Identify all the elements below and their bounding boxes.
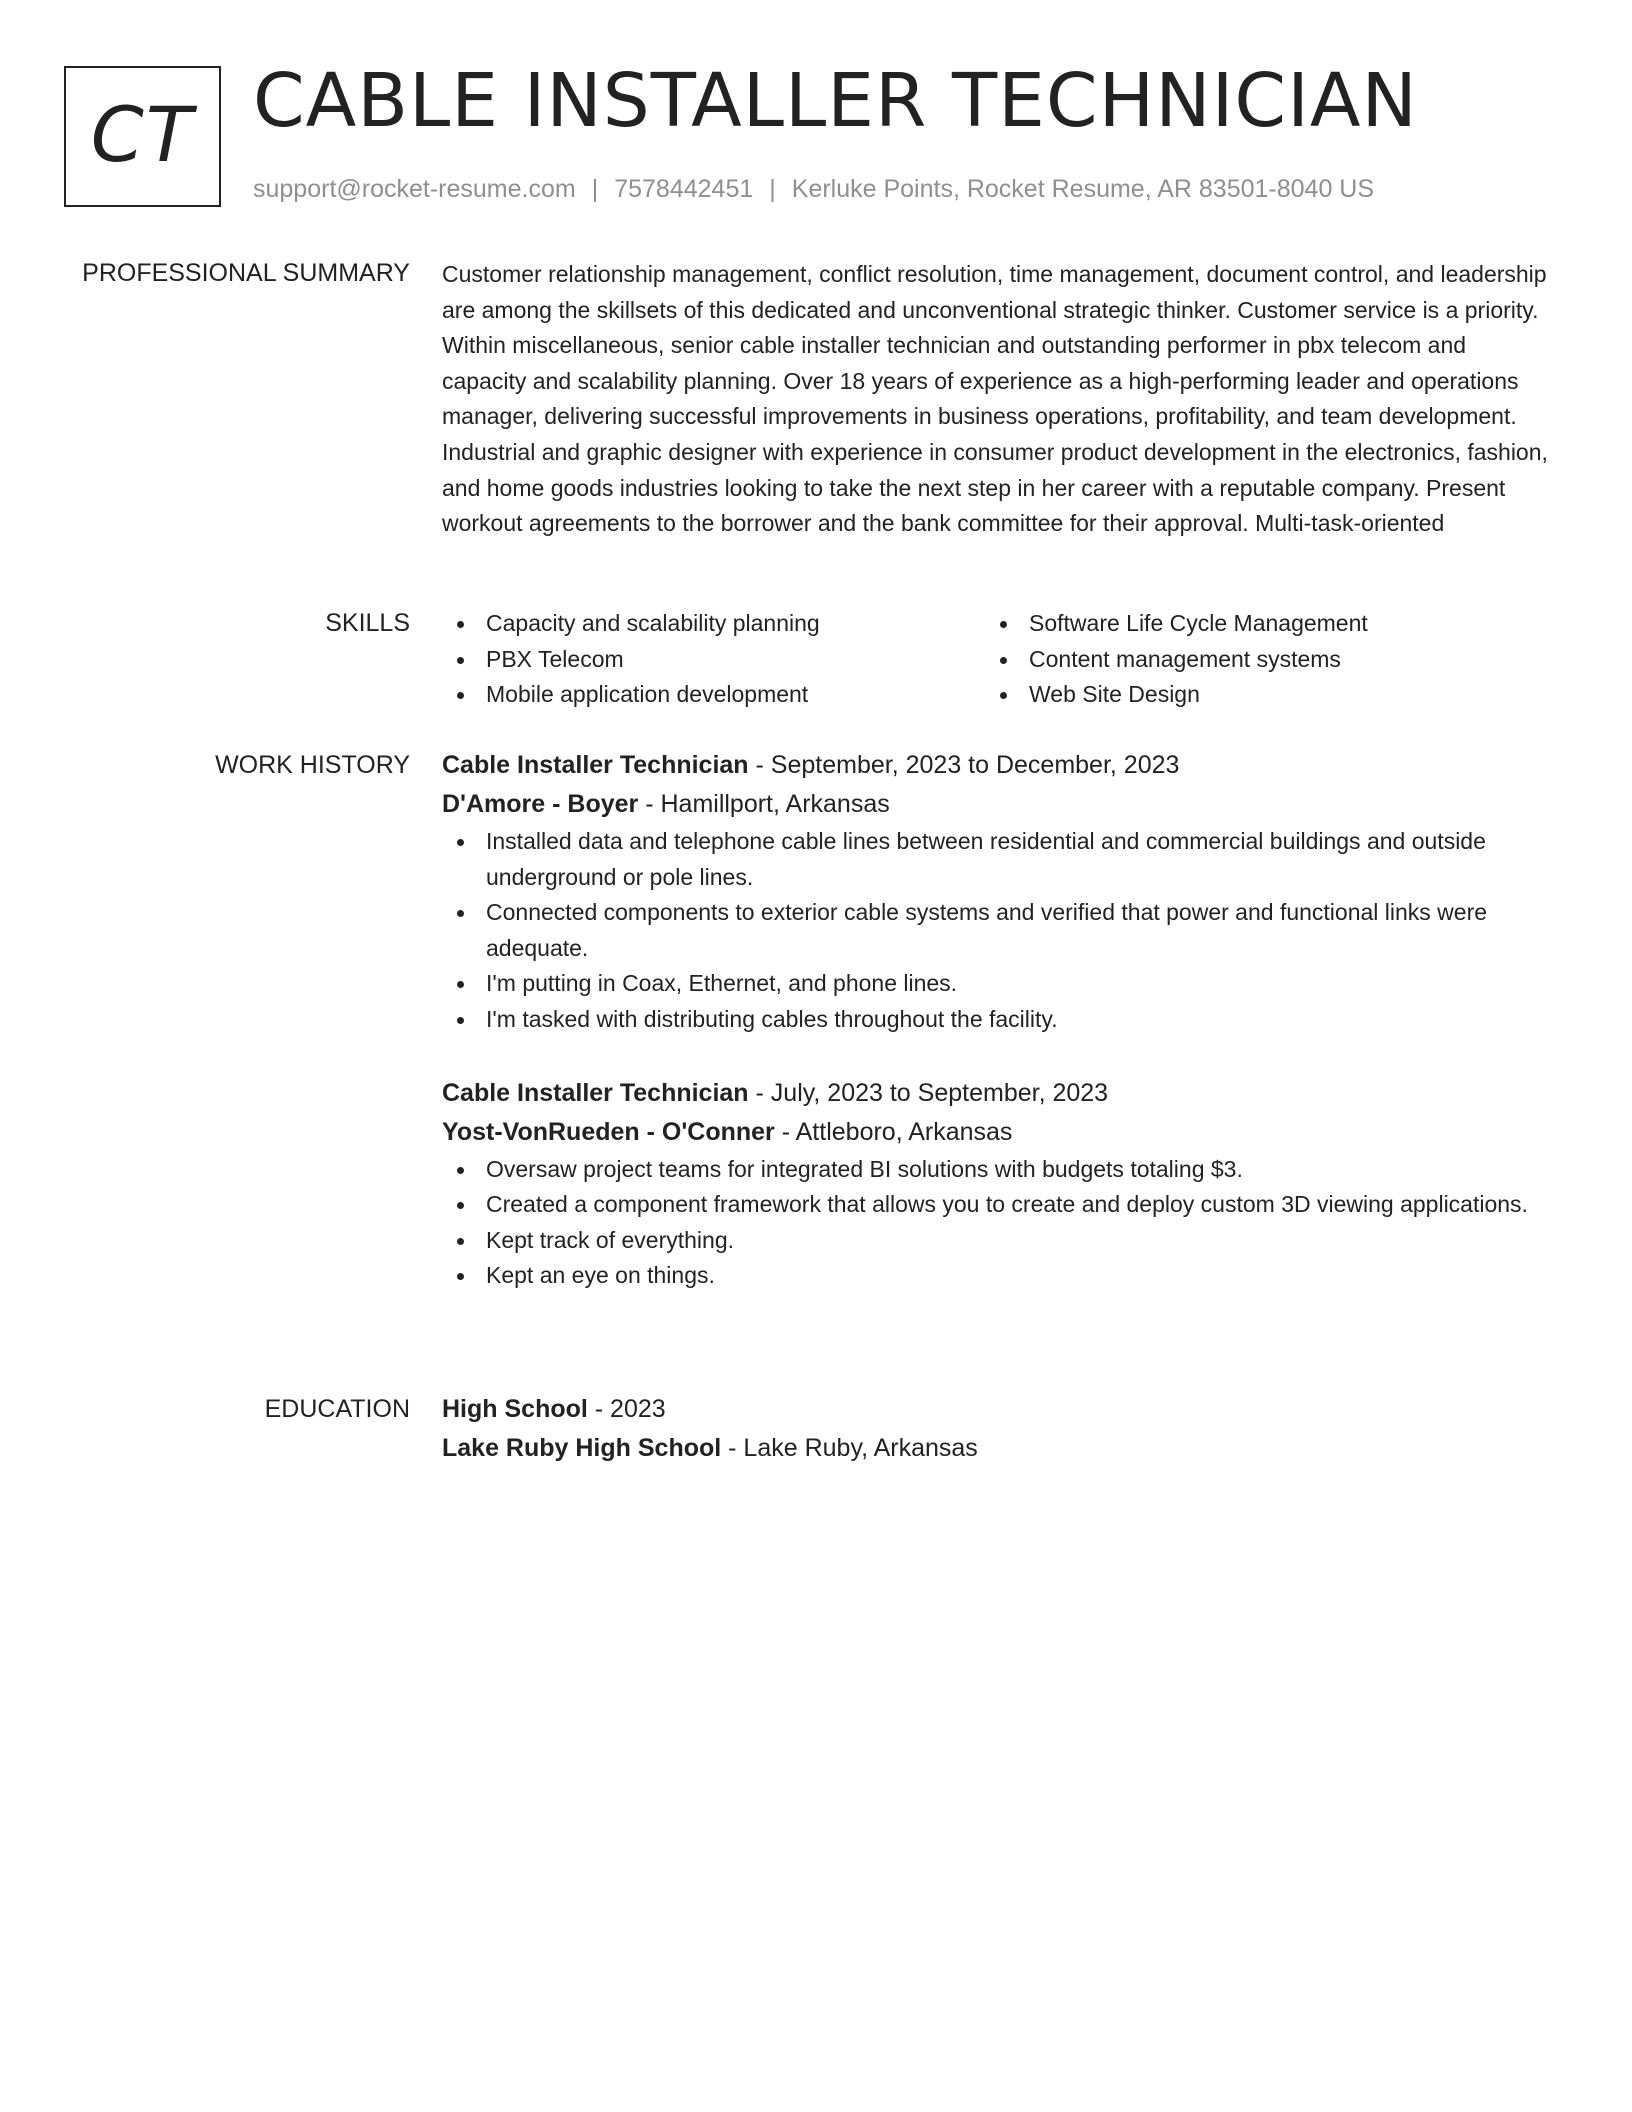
duty-item: Oversaw project teams for integrated BI solutions with budgets totaling $3. xyxy=(442,1152,1552,1188)
duty-item: I'm putting in Coax, Ethernet, and phone lines. xyxy=(442,966,1552,1002)
contact-address: Kerluke Points, Rocket Resume, AR 83501-8040 US xyxy=(791,175,1375,203)
duty-item: Kept an eye on things. xyxy=(442,1258,1552,1294)
job-title: Cable Installer Technician xyxy=(442,751,749,779)
job-company: D'Amore - Boyer xyxy=(442,790,639,818)
work-body xyxy=(442,746,1552,1294)
skills-list-left xyxy=(442,606,985,713)
initials-text: CT xyxy=(90,89,195,179)
skills-label: SKILLS xyxy=(325,609,410,637)
skills-body xyxy=(442,606,1552,713)
contact-separator: | xyxy=(769,175,776,203)
job-company-line xyxy=(442,1113,1552,1152)
education-location: - Lake Ruby, Arkansas xyxy=(721,1434,978,1462)
job-dates: - July, 2023 to September, 2023 xyxy=(748,1078,1109,1107)
work-label: WORK HISTORY xyxy=(215,751,410,779)
duty-item: I'm tasked with distributing cables throughout the facility. xyxy=(442,1002,1552,1038)
skill-item: Mobile application development xyxy=(442,677,985,713)
contact-separator: | xyxy=(591,175,599,203)
job-title: Cable Installer Technician xyxy=(442,1078,749,1107)
job-company: Yost-VonRueden - O'Conner xyxy=(442,1117,775,1146)
education-body xyxy=(442,1390,1552,1468)
skill-item: Web Site Design xyxy=(985,677,1528,713)
education-degree-line xyxy=(442,1390,1552,1429)
skills-grid xyxy=(442,606,1552,713)
education-label: EDUCATION xyxy=(264,1395,410,1423)
duty-item: Created a component framework that allows you to create and deploy custom 3D viewing applications. xyxy=(442,1187,1552,1223)
job-dates: - September, 2023 to December, 2023 xyxy=(748,751,1180,779)
duty-item: Kept track of everything. xyxy=(442,1223,1552,1259)
job-entry xyxy=(442,746,1552,1038)
job-location: - Hamillport, Arkansas xyxy=(638,790,890,818)
contact-email: support@rocket-resume.com xyxy=(253,175,576,203)
skill-item: PBX Telecom xyxy=(442,642,985,678)
contact-phone: 7578442451 xyxy=(614,175,754,203)
initials-monogram xyxy=(64,66,221,207)
skills-list-right xyxy=(985,606,1528,713)
job-location: - Attleboro, Arkansas xyxy=(774,1117,1013,1146)
duty-item: Installed data and telephone cable lines between residential and commercial buildings and outside underground or pole lines. xyxy=(442,824,1552,895)
job-entry xyxy=(442,1074,1552,1294)
summary-label: PROFESSIONAL SUMMARY xyxy=(82,259,410,287)
job-duties xyxy=(442,824,1552,1038)
skill-item: Content management systems xyxy=(985,642,1528,678)
job-duties xyxy=(442,1152,1552,1294)
skill-item: Capacity and scalability planning xyxy=(442,606,985,642)
education-degree: High School xyxy=(442,1395,588,1423)
contact-line xyxy=(253,172,1374,206)
job-title-line xyxy=(442,1074,1552,1113)
job-company-line xyxy=(442,785,1552,824)
education-school: Lake Ruby High School xyxy=(442,1434,722,1462)
summary-body xyxy=(442,257,1552,542)
duty-item: Connected components to exterior cable systems and verified that power and functional links were adequate. xyxy=(442,895,1552,966)
skill-item: Software Life Cycle Management xyxy=(985,606,1528,642)
education-school-line xyxy=(442,1429,1552,1468)
job-title-line xyxy=(442,746,1552,785)
education-year: - 2023 xyxy=(587,1395,666,1423)
summary-text: Customer relationship management, conflict resolution, time management, document control, and leadership are among the skillsets of this dedicated and unconventional strategic thinker. Customer service is a priority. Within miscellaneous, senior cable installer technician and outstanding performer in pbx telecom and capacity and scalability planning. Over 18 years of experience as a high-performing leader and operations manager, delivering successful improvements in business operations, profitability, and team development. Industrial and graphic designer with experience in consumer product development in the electronics, fashion, and home goods industries looking to take the next step in her career with a reputable company. Present workout agreements to the borrower and the bank committee for their approval. Multi-task-oriented xyxy=(442,261,1548,537)
candidate-name: CABLE INSTALLER TECHNICIAN xyxy=(253,58,1418,144)
